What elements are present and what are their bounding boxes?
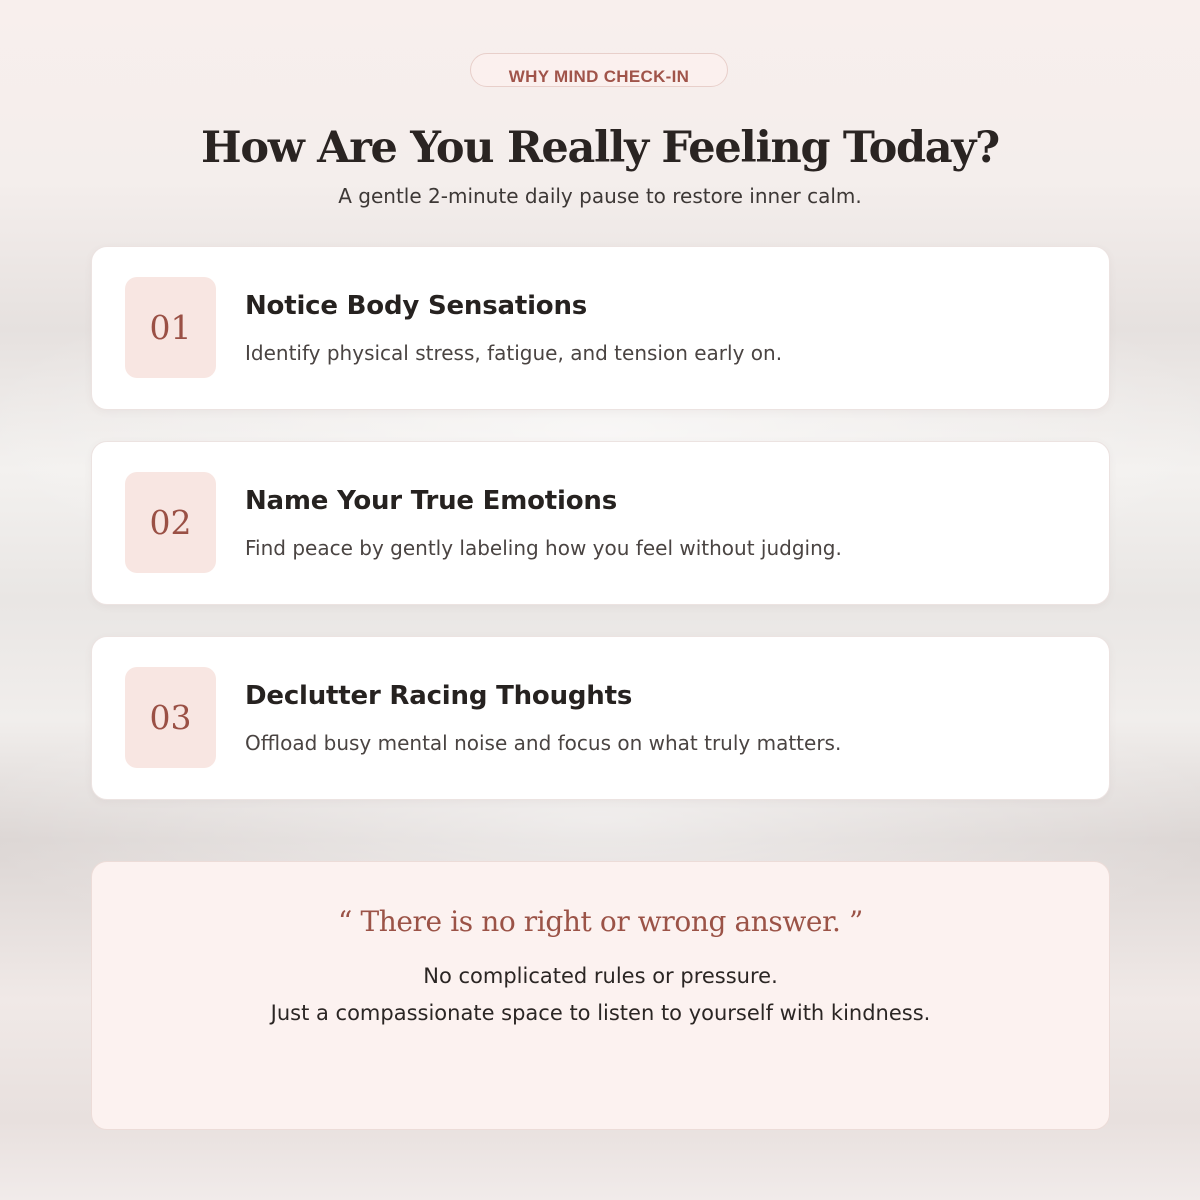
reassurance-callout — [91, 861, 1110, 1130]
step-title: Declutter Racing Thoughts — [245, 681, 633, 711]
step-description: Offload busy mental noise and focus on what truly matters. — [245, 731, 842, 755]
page-subtitle: A gentle 2-minute daily pause to restore inner calm. — [338, 184, 862, 208]
step-card-1 — [91, 246, 1110, 410]
step-description: Find peace by gently labeling how you feel without judging. — [245, 536, 842, 560]
step-number-badge: 03 — [125, 667, 216, 768]
step-title: Name Your True Emotions — [245, 486, 617, 516]
section-badge: WHY MIND CHECK-IN — [470, 53, 728, 87]
callout-line-2: Just a compassionate space to listen to yourself with kindness. — [270, 1001, 931, 1025]
step-card-2 — [91, 441, 1110, 605]
step-number-badge: 01 — [125, 277, 216, 378]
step-number-badge: 02 — [125, 472, 216, 573]
callout-line-1: No complicated rules or pressure. — [423, 964, 778, 988]
callout-quote: “ There is no right or wrong answer. ” — [338, 905, 863, 938]
step-card-3 — [91, 636, 1110, 800]
page-title: How Are You Really Feeling Today? — [201, 123, 999, 173]
step-title: Notice Body Sensations — [245, 291, 588, 321]
step-description: Identify physical stress, fatigue, and tension early on. — [245, 341, 783, 365]
